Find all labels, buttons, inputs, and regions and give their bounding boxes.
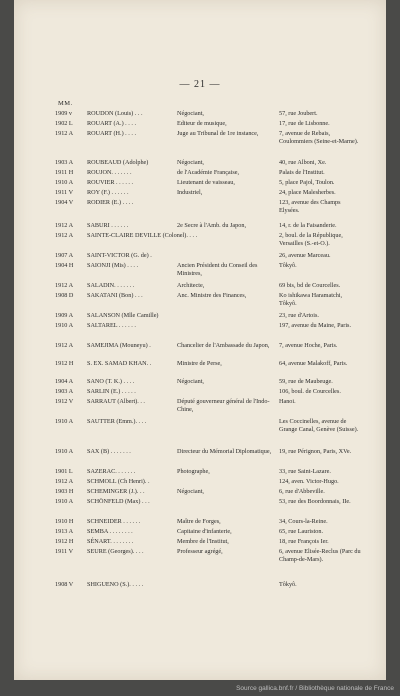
entry-address: Hanoi. bbox=[279, 398, 296, 405]
member-list bbox=[14, 0, 386, 680]
entry-year: 1903 H bbox=[55, 488, 74, 495]
entry-address: 124, aven. Victor-Hugo. bbox=[279, 478, 339, 485]
entry-name: SAINTE-CLAIRE DEVILLE (Colonel). . . . bbox=[87, 232, 198, 239]
entry-name: SCHNEIDER . . . . . . bbox=[87, 518, 141, 525]
entry-year: 1909 v bbox=[55, 110, 73, 117]
entry-address: 6, avenue Elisée-Reclus (Parc du Champ-de-Mars). bbox=[279, 548, 361, 563]
entry-year: 1910 A bbox=[55, 418, 74, 425]
entry-address: 123, avenue des Champs Elysées. bbox=[279, 199, 341, 214]
source-footer bbox=[0, 682, 400, 696]
entry-address: 197, avenue du Maine, Paris. bbox=[279, 322, 351, 329]
entry-occupation: Négociant, bbox=[177, 488, 204, 495]
entry-year: 1912 H bbox=[55, 538, 74, 545]
entry-address: 17, rue de Lisbonne. bbox=[279, 120, 330, 127]
entry-address: 26, avenue Marceau. bbox=[279, 252, 331, 259]
entry-address: 19, rue Pérignon, Paris, XVe. bbox=[279, 448, 352, 455]
entry-name: ROUJON. . . . . . . bbox=[87, 169, 132, 176]
entry-year: 1912 A bbox=[55, 222, 74, 229]
entry-name: SCHEMINGER (J.). . . bbox=[87, 488, 145, 495]
entry-year: 1908 D bbox=[55, 292, 74, 299]
entry-address: 57, rue Joubert. bbox=[279, 110, 318, 117]
entry-address: Les Coccinelles, avenue de Grange Canal, Genève (Suisse). bbox=[279, 418, 359, 433]
entry-address: 6, rue d'Abbeville. bbox=[279, 488, 325, 495]
entry-occupation: Editeur de musique, bbox=[177, 120, 227, 127]
entry-year: 1912 A bbox=[55, 478, 74, 485]
entry-name: RODIER (E.) . . . . bbox=[87, 199, 134, 206]
entry-occupation: Négociant, bbox=[177, 110, 204, 117]
entry-name: ROUART (A.) . . . . bbox=[87, 120, 137, 127]
entry-occupation: Directeur du Mémorial Diplomatique, bbox=[177, 448, 272, 455]
entry-name: SAIONJI (Mis) . . . . bbox=[87, 262, 139, 269]
entry-name: SAUTTER (Emm.). . . . bbox=[87, 418, 147, 425]
entry-address: 33, rue Saint-Lazare. bbox=[279, 468, 331, 475]
entry-address: 69 bis, bd de Courcelles. bbox=[279, 282, 341, 289]
entry-name: S. EX. SAMAD KHAN. . bbox=[87, 360, 152, 367]
entry-address: 65, rue Lauriston. bbox=[279, 528, 323, 535]
entry-name: SAINT-VICTOR (G. de) . bbox=[87, 252, 152, 259]
entry-name: SCHÖNFELD (Max) . . . bbox=[87, 498, 150, 505]
document-page bbox=[14, 0, 386, 680]
entry-name: SEMBA . . . . . . . . bbox=[87, 528, 133, 535]
entry-name: SALTAREL . . . . . . bbox=[87, 322, 136, 329]
entry-year: 1910 H bbox=[55, 518, 74, 525]
entry-name: SÉNART. . . . . . . . bbox=[87, 538, 134, 545]
entry-occupation: Ancien Président du Conseil des Ministres, bbox=[177, 262, 258, 277]
entry-name: ROUBEAUD (Adolphe) bbox=[87, 159, 149, 166]
entry-year: 1913 A bbox=[55, 528, 74, 535]
entry-name: SABURI . . . . . . bbox=[87, 222, 129, 229]
entry-address: Tôkyô. bbox=[279, 262, 297, 269]
entry-occupation: Industriel, bbox=[177, 189, 203, 196]
entry-address: 106, boul. de Courcelles. bbox=[279, 388, 341, 395]
entry-occupation: Capitaine d'infanterie, bbox=[177, 528, 232, 535]
entry-year: 1912 H bbox=[55, 360, 74, 367]
entry-address: 5, place Pajol, Toulon. bbox=[279, 179, 335, 186]
entry-address: 24, place Malesherbes. bbox=[279, 189, 336, 196]
entry-name: ROY (F.) . . . . . . bbox=[87, 189, 129, 196]
entry-year: 1910 A bbox=[55, 448, 74, 455]
entry-address: 40, rue Alboni, Xe. bbox=[279, 159, 327, 166]
entry-address: 2, boul. de la République, Versailles (S.-et-O.). bbox=[279, 232, 343, 247]
source-footer-text: Source gallica.bnf.fr / Bibliothèque nationale de France bbox=[236, 685, 394, 692]
entry-name: ROUART (H.) . . . . bbox=[87, 130, 137, 137]
entry-year: 1904 A bbox=[55, 378, 74, 385]
entry-occupation: Architecte, bbox=[177, 282, 205, 289]
entry-year: 1911 H bbox=[55, 169, 74, 176]
entry-address: 64, avenue Malakoff, Paris. bbox=[279, 360, 348, 367]
page-number: — 21 — bbox=[179, 79, 221, 90]
entry-address: 53, rue des Boordonnais, IIe. bbox=[279, 498, 351, 505]
entry-year: 1912 A bbox=[55, 232, 74, 239]
entry-occupation: Juge au Tribunal de 1re instance, bbox=[177, 130, 259, 137]
entry-year: 1904 H bbox=[55, 262, 74, 269]
entry-name: SALADIN. . . . . . . bbox=[87, 282, 135, 289]
entry-year: 1912 A bbox=[55, 282, 74, 289]
entry-occupation: Ministre de Perse, bbox=[177, 360, 222, 367]
entry-name: SARRAUT (Albert). . . bbox=[87, 398, 145, 405]
entry-address: 59, rue de Maubeuge. bbox=[279, 378, 333, 385]
entry-year: 1911 V bbox=[55, 189, 74, 196]
entry-year: 1903 A bbox=[55, 159, 74, 166]
entry-address: 7, avenue Hoche, Paris. bbox=[279, 342, 338, 349]
entry-year: 1910 A bbox=[55, 179, 74, 186]
entry-year: 1912 V bbox=[55, 398, 74, 405]
entry-year: 1912 A bbox=[55, 342, 74, 349]
entry-name: SEURE (Georges). . . . bbox=[87, 548, 144, 555]
entry-address: Palais de l'Institut. bbox=[279, 169, 325, 176]
entry-address: 23, rue d'Artois. bbox=[279, 312, 319, 319]
entry-occupation: Chancelier de l'Ambassade du Japon, bbox=[177, 342, 270, 349]
entry-year: 1911 V bbox=[55, 548, 74, 555]
entry-address: Ko ishikawa Haramatchi, Tôkyô. bbox=[279, 292, 343, 307]
entry-name: ROUDON (Louis) . . . bbox=[87, 110, 143, 117]
entry-address: 14, r. de la Faisanderie. bbox=[279, 222, 337, 229]
entry-occupation: Député gouverneur général de l'Indo-Chine, bbox=[177, 398, 270, 413]
entry-occupation: 2e Secre à l'Amb. du Japon, bbox=[177, 222, 246, 229]
entry-occupation: Membre de l'Institut, bbox=[177, 538, 229, 545]
entry-occupation: Anc. Ministre des Finances, bbox=[177, 292, 247, 299]
entry-occupation: Négociant, bbox=[177, 159, 204, 166]
entry-name: SANO (T. K.) . . . . bbox=[87, 378, 135, 385]
entry-name: SAKATANI (Bon) . . . bbox=[87, 292, 143, 299]
entry-year: 1903 A bbox=[55, 388, 74, 395]
entry-occupation: Professeur agrégé, bbox=[177, 548, 223, 555]
entry-occupation: de l'Académie Française, bbox=[177, 169, 240, 176]
entry-year: 1910 A bbox=[55, 498, 74, 505]
entry-occupation: Photographe, bbox=[177, 468, 210, 475]
entry-year: 1909 A bbox=[55, 312, 74, 319]
entry-address: 34, Cours-la-Reine. bbox=[279, 518, 328, 525]
entry-name: SHIGUENO (S.). . . . . bbox=[87, 581, 144, 588]
entry-name: SALANSON (Mlle Camille) bbox=[87, 312, 159, 319]
entry-year: 1907 A bbox=[55, 252, 74, 259]
entry-address: Tôkyô. bbox=[279, 581, 297, 588]
entry-name: SCHMOLL (Ch Henri). . bbox=[87, 478, 150, 485]
entry-address: 7, avenue de Rebais, Coulommiers (Seine-et-Marne). bbox=[279, 130, 359, 145]
entry-year: 1904 V bbox=[55, 199, 74, 206]
entry-occupation: Maître de Forges, bbox=[177, 518, 221, 525]
entry-name: SAZERAC. . . . . . . bbox=[87, 468, 136, 475]
entry-name: SAX (B) . . . . . . . bbox=[87, 448, 131, 455]
entry-name: SARLIN (E.) . . . . . bbox=[87, 388, 136, 395]
entry-name: ROUVIER . . . . . . bbox=[87, 179, 134, 186]
entry-year: 1902 L bbox=[55, 120, 73, 127]
entry-year: 1908 V bbox=[55, 581, 74, 588]
entry-year: 1910 A bbox=[55, 322, 74, 329]
entry-year: 1912 A bbox=[55, 130, 74, 137]
entry-name: SAMEJIMA (Mouneyu) . bbox=[87, 342, 151, 349]
entry-address: 18, rue François Ier. bbox=[279, 538, 329, 545]
entry-occupation: Lieutenant de vaisseau, bbox=[177, 179, 235, 186]
entry-occupation: Négociant, bbox=[177, 378, 204, 385]
entry-year: 1901 L bbox=[55, 468, 73, 475]
section-heading: MM. bbox=[58, 100, 73, 107]
